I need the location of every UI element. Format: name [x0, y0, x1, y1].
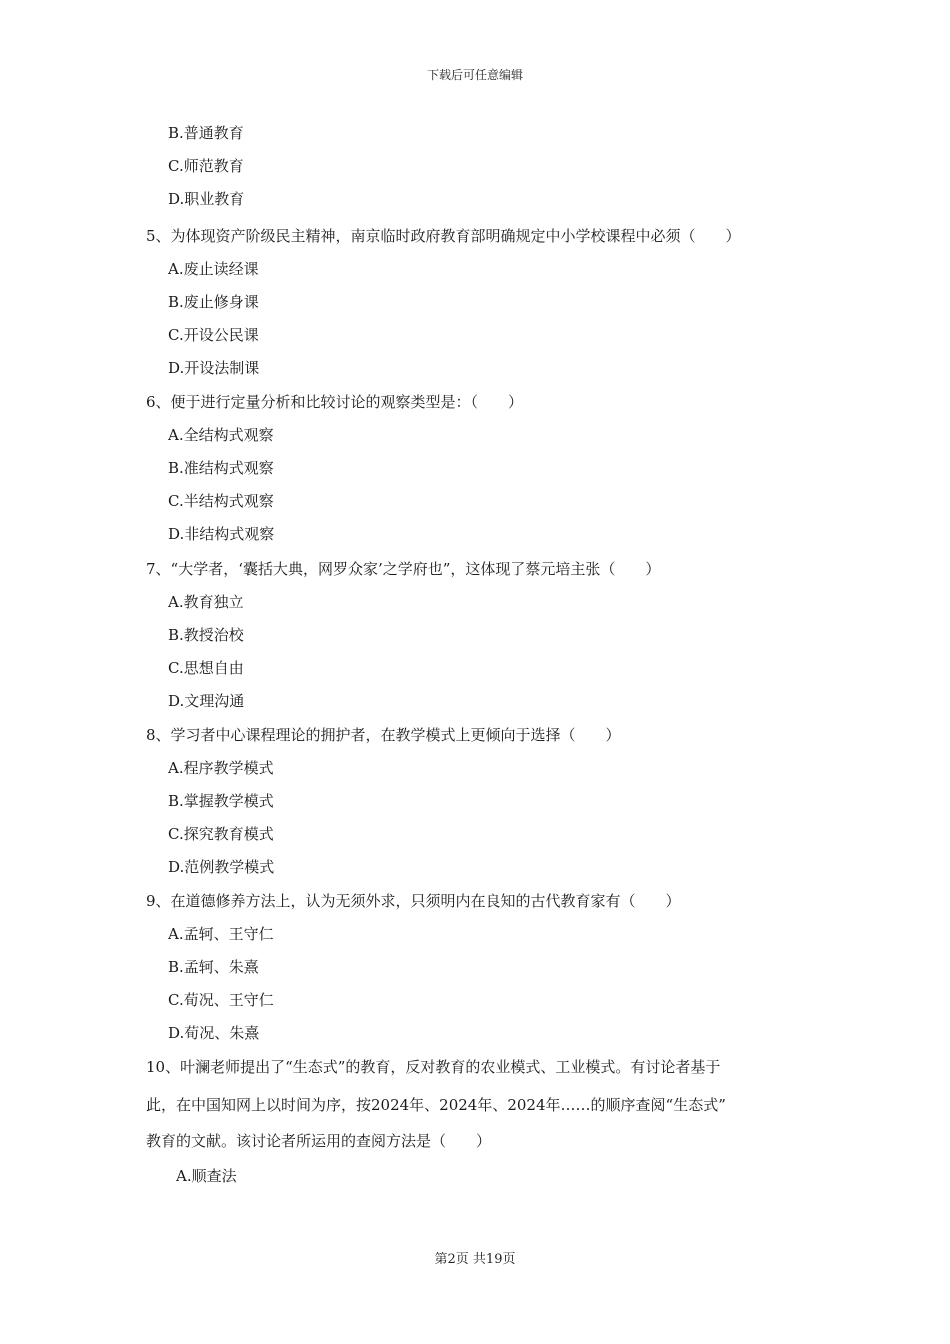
q7-stem: 7、“大学者，‘囊括大典，网罗众家’之学府也”，这体现了蔡元培主张（ ） [146, 560, 661, 578]
q5-option-b: B.废止修身课 [168, 293, 259, 311]
q4-option-c: C.师范教育 [168, 157, 244, 175]
q10-option-a: A.顺查法 [176, 1167, 237, 1185]
q6-option-d: D.非结构式观察 [168, 525, 275, 543]
q7-option-d: D.文理沟通 [168, 692, 245, 710]
q4-option-d: D.职业教育 [168, 190, 245, 208]
q5-option-c: C.开设公民课 [168, 326, 259, 344]
q9-option-a: A.孟轲、王守仁 [168, 925, 274, 943]
page-footer: 第2页 共19页 [434, 1252, 516, 1267]
q9-option-b: B.孟轲、朱熹 [168, 958, 259, 976]
q8-option-b: B.掌握教学模式 [168, 792, 274, 810]
q7-option-c: C.思想自由 [168, 659, 244, 677]
q7-option-a: A.教育独立 [168, 593, 244, 611]
q9-stem: 9、在道德修养方法上，认为无须外求，只须明内在良知的古代教育家有（ ） [146, 892, 681, 910]
q6-stem: 6、便于进行定量分析和比较讨论的观察类型是：（ ） [146, 393, 524, 411]
q8-option-d: D.范例教学模式 [168, 858, 275, 876]
q6-option-c: C.半结构式观察 [168, 492, 274, 510]
q4-option-b: B.普通教育 [168, 124, 244, 142]
q10-stem-line-1: 10、叶澜老师提出了“生态式”的教育，反对教育的农业模式、工业模式。有讨论者基于 [146, 1058, 721, 1076]
q6-option-b: B.准结构式观察 [168, 459, 274, 477]
q10-stem-line-3: 教育的文献。该讨论者所运用的查阅方法是（ ） [146, 1132, 492, 1150]
q5-option-a: A.废止读经课 [168, 260, 259, 278]
q6-option-a: A.全结构式观察 [168, 426, 274, 444]
q5-stem: 5、为体现资产阶级民主精神，南京临时政府教育部明确规定中小学校课程中必须（ ） [146, 227, 741, 245]
q9-option-c: C.荀况、王守仁 [168, 991, 274, 1009]
q5-option-d: D.开设法制课 [168, 359, 260, 377]
q7-option-b: B.教授治校 [168, 626, 244, 644]
q10-stem-line-2: 此，在中国知网上以时间为序，按2024年、2024年、2024年……的顺序查阅“生态式” [146, 1096, 726, 1114]
q8-stem: 8、学习者中心课程理论的拥护者，在教学模式上更倾向于选择（ ） [146, 726, 621, 744]
q9-option-d: D.荀况、朱熹 [168, 1024, 260, 1042]
q8-option-a: A.程序教学模式 [168, 759, 274, 777]
page-header: 下载后可任意编辑 [426, 68, 523, 82]
q8-option-c: C.探究教育模式 [168, 825, 274, 843]
